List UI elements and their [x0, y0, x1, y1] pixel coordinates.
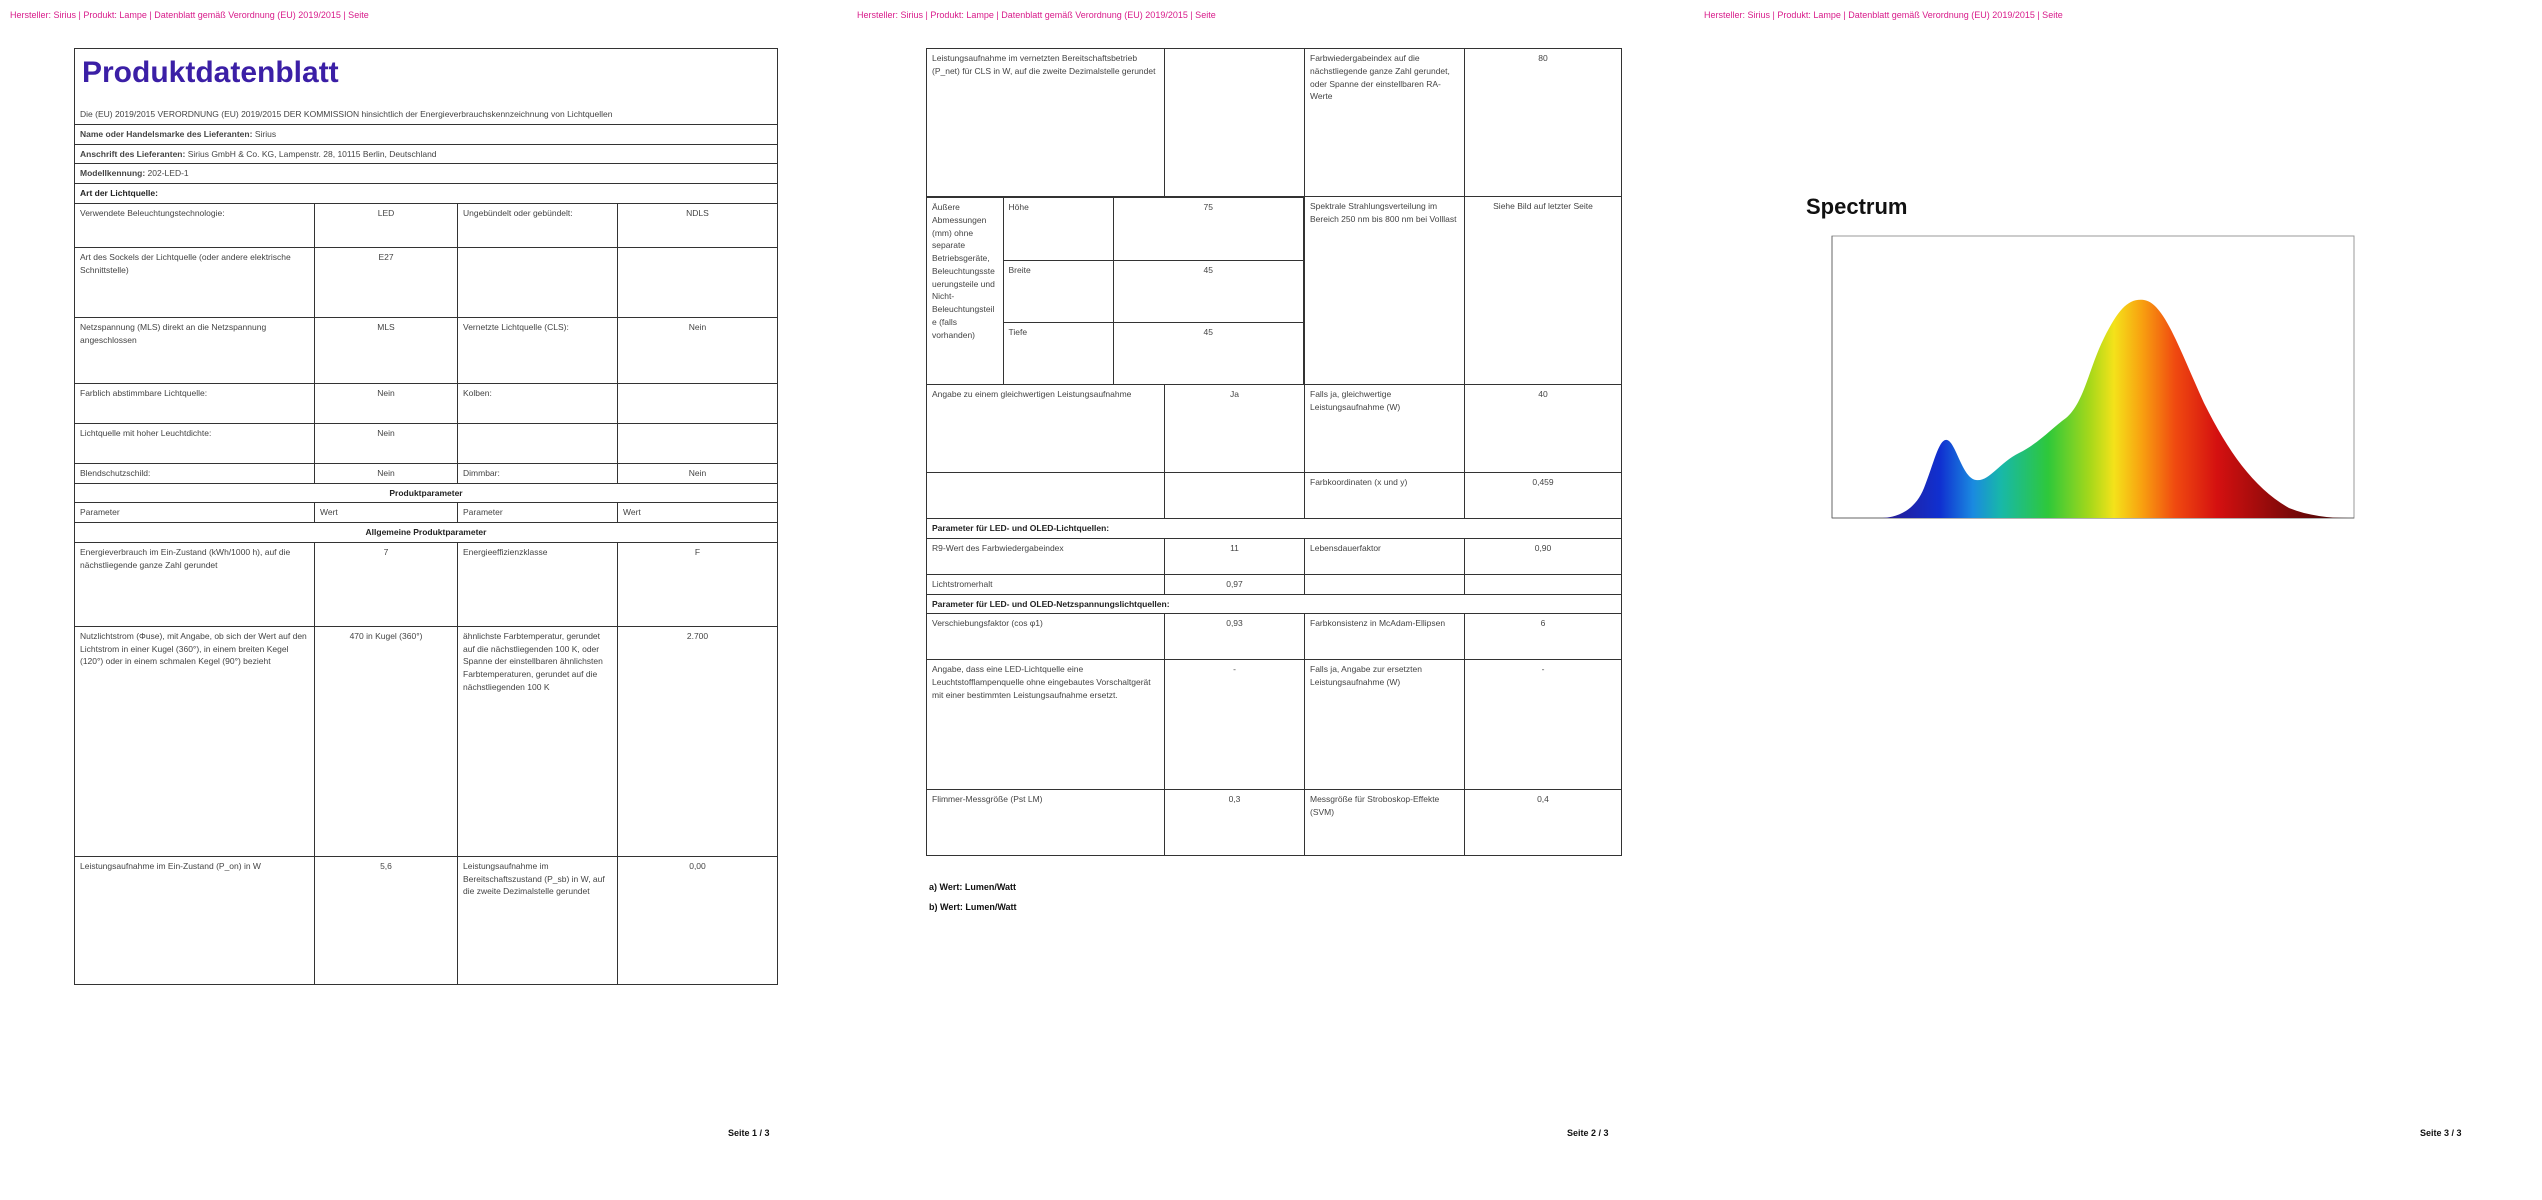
- param-label: R9-Wert des Farbwiedergabeindex: [927, 538, 1165, 574]
- supplier-value: Sirius: [254, 128, 277, 139]
- column-header: Wert: [618, 503, 778, 523]
- param-value: 0,4: [1465, 790, 1622, 856]
- param-label: Farbwiedergabeindex auf die nächstliegende ganze Zahl gerundet, oder Spanne der einstellbaren RA-Werte: [1305, 49, 1465, 197]
- table-row: [75, 542, 778, 626]
- param-label: Energieverbrauch im Ein-Zustand (kWh/1000 h), auf die nächstliegende ganze Zahl gerundet: [75, 542, 315, 626]
- dimension-label: Breite: [1003, 260, 1113, 323]
- param-label: Flimmer-Messgröße (Pst LM): [927, 790, 1165, 856]
- param-label: Angabe zu einem gleichwertigen Leistungsaufnahme: [927, 385, 1165, 473]
- page-header: Hersteller: Sirius | Produkt: Lampe | Datenblatt gemäß Verordnung (EU) 2019/2015 | Seite: [857, 10, 1216, 20]
- page-number: Seite 3 / 3: [2420, 1128, 2462, 1138]
- param-label: Kolben:: [458, 383, 618, 423]
- table-row: [927, 660, 1622, 790]
- param-label: Ungebündelt oder gebündelt:: [458, 203, 618, 247]
- param-label: [458, 423, 618, 463]
- general-params-heading: Allgemeine Produktparameter: [75, 523, 778, 543]
- param-label: Vernetzte Lichtquelle (CLS):: [458, 317, 618, 383]
- column-header: Parameter: [75, 503, 315, 523]
- param-label: Farbkonsistenz in McAdam-Ellipsen: [1305, 614, 1465, 660]
- product-data-table: [74, 48, 778, 985]
- intro-text: Die (EU) 2019/2015 VERORDNUNG (EU) 2019/2015 DER KOMMISSION hinsichtlich der Energieverbrauchskennzeichnung von Lichtquellen: [75, 105, 778, 124]
- footnote: a) Wert: Lumen/Watt: [929, 882, 1016, 892]
- table-row: [927, 473, 1622, 519]
- spectrum-chart: [1804, 228, 2366, 548]
- param-label: Leistungsaufnahme im Bereitschaftszustand (P_sb) in W, auf die zweite Dezimalstelle gerundet: [458, 856, 618, 984]
- param-value: Nein: [315, 463, 458, 483]
- table-row: [927, 49, 1622, 197]
- param-value: E27: [315, 247, 458, 317]
- param-label: Farbkoordinaten (x und y): [1305, 473, 1465, 519]
- param-value: 0,93: [1165, 614, 1305, 660]
- address-row: [75, 144, 778, 164]
- supplier-label: Name oder Handelsmarke des Lieferanten:: [80, 128, 253, 139]
- address-value: Sirius GmbH & Co. KG, Lampenstr. 28, 10115 Berlin, Deutschland: [187, 148, 437, 159]
- table-row: [75, 317, 778, 383]
- document-page-3: [1694, 0, 2541, 1200]
- supplier-row: [75, 124, 778, 144]
- param-value: 40: [1465, 385, 1622, 473]
- param-label: [458, 247, 618, 317]
- table-row: [75, 423, 778, 463]
- table-row: [927, 385, 1622, 473]
- param-value: LED: [315, 203, 458, 247]
- param-value: NDLS: [618, 203, 778, 247]
- param-value: 2.700: [618, 626, 778, 856]
- param-label: Energieeffizienzklasse: [458, 542, 618, 626]
- param-value: 11: [1165, 538, 1305, 574]
- outer-dimensions-label: Äußere Abmessungen (mm) ohne separate Betriebsgeräte, Beleuchtungssteuerungsteile und Nicht-Beleuchtungsteile (falls vorhanden): [927, 198, 1003, 385]
- param-label: Art des Sockels der Lichtquelle (oder andere elektrische Schnittstelle): [75, 247, 315, 317]
- dimension-value: 45: [1113, 323, 1304, 384]
- dimension-label: Tiefe: [1003, 323, 1113, 384]
- param-value: [1165, 49, 1305, 197]
- param-value: F: [618, 542, 778, 626]
- param-label: Verschiebungsfaktor (cos φ1): [927, 614, 1165, 660]
- param-value: MLS: [315, 317, 458, 383]
- page-header: Hersteller: Sirius | Produkt: Lampe | Datenblatt gemäß Verordnung (EU) 2019/2015 | Seite: [10, 10, 369, 20]
- led-params-heading: Parameter für LED- und OLED-Lichtquellen:: [927, 519, 1622, 539]
- spectrum-title: Spectrum: [1806, 194, 1908, 219]
- table-row: [75, 247, 778, 317]
- param-label: Netzspannung (MLS) direkt an die Netzspannung angeschlossen: [75, 317, 315, 383]
- address-label: Anschrift des Lieferanten:: [80, 148, 186, 159]
- param-value: Nein: [618, 463, 778, 483]
- page-number: Seite 1 / 3: [728, 1128, 770, 1138]
- param-value: Ja: [1165, 385, 1305, 473]
- param-label: Messgröße für Stroboskop-Effekte (SVM): [1305, 790, 1465, 856]
- param-label: Falls ja, Angabe zur ersetzten Leistungsaufnahme (W): [1305, 660, 1465, 790]
- param-value: [618, 247, 778, 317]
- param-value: [618, 383, 778, 423]
- model-row: [75, 164, 778, 184]
- param-value: [618, 423, 778, 463]
- param-value: 0,90: [1465, 538, 1622, 574]
- table-row: [75, 383, 778, 423]
- param-value: -: [1165, 660, 1305, 790]
- param-value: 0,3: [1165, 790, 1305, 856]
- table-row: [927, 574, 1622, 594]
- table-row: [75, 203, 778, 247]
- column-header: Wert: [315, 503, 458, 523]
- table-row: [927, 197, 1622, 385]
- param-label: Lebensdauerfaktor: [1305, 538, 1465, 574]
- param-label: [1305, 574, 1465, 594]
- dimension-value: 75: [1113, 198, 1304, 261]
- param-label: Leistungsaufnahme im vernetzten Bereitschaftsbetrieb (P_net) für CLS in W, auf die zweite Dezimalstelle gerundet: [927, 49, 1165, 197]
- table-row: [927, 614, 1622, 660]
- param-value: -: [1465, 660, 1622, 790]
- param-value: Siehe Bild auf letzter Seite: [1465, 197, 1622, 385]
- light-source-type-heading: Art der Lichtquelle:: [75, 184, 778, 204]
- dimension-value: 45: [1113, 260, 1304, 323]
- dimensions-cell: [927, 197, 1305, 385]
- param-value: 0,97: [1165, 574, 1305, 594]
- param-label: Farblich abstimmbare Lichtquelle:: [75, 383, 315, 423]
- param-label: Spektrale Strahlungsverteilung im Bereich 250 nm bis 800 nm bei Volllast: [1305, 197, 1465, 385]
- dimensions-subtable: [927, 197, 1304, 384]
- param-label: Lichtquelle mit hoher Leuchtdichte:: [75, 423, 315, 463]
- param-label: ähnlichste Farbtemperatur, gerundet auf die nächstliegenden 100 K, oder Spanne der einstellbaren ähnlichsten Farbtemperaturen, gerundet auf die nächstliegenden 100 K: [458, 626, 618, 856]
- param-value: 80: [1465, 49, 1622, 197]
- param-value: 7: [315, 542, 458, 626]
- model-label: Modellkennung:: [80, 168, 146, 179]
- param-label: Verwendete Beleuchtungstechnologie:: [75, 203, 315, 247]
- column-header: Parameter: [458, 503, 618, 523]
- param-value: Nein: [315, 423, 458, 463]
- document-page-2: [847, 0, 1694, 1200]
- table-row: [75, 626, 778, 856]
- param-value: Nein: [618, 317, 778, 383]
- table-row: [927, 538, 1622, 574]
- product-params-heading: Produktparameter: [75, 483, 778, 503]
- page-header: Hersteller: Sirius | Produkt: Lampe | Datenblatt gemäß Verordnung (EU) 2019/2015 | Seite: [1704, 10, 2063, 20]
- param-label: Leistungsaufnahme im Ein-Zustand (P_on) in W: [75, 856, 315, 984]
- page-number: Seite 2 / 3: [1567, 1128, 1609, 1138]
- param-value: 6: [1465, 614, 1622, 660]
- param-value: 470 in Kugel (360°): [315, 626, 458, 856]
- param-value: Nein: [315, 383, 458, 423]
- product-data-table-continued: [926, 48, 1622, 856]
- param-value: 5,6: [315, 856, 458, 984]
- dimension-label: Höhe: [1003, 198, 1113, 261]
- document-page-1: [0, 0, 847, 1200]
- param-value: 0,00: [618, 856, 778, 984]
- param-label: Lichtstromerhalt: [927, 574, 1165, 594]
- param-header-row: [75, 503, 778, 523]
- param-label: Falls ja, gleichwertige Leistungsaufnahme (W): [1305, 385, 1465, 473]
- param-label: Blendschutzschild:: [75, 463, 315, 483]
- document-title: Produktdatenblatt: [82, 56, 339, 89]
- param-label: Angabe, dass eine LED-Lichtquelle eine Leuchtstofflampenquelle ohne eingebautes Vorschaltgerät mit einer bestimmten Leistungsaufnahme ersetzt.: [927, 660, 1165, 790]
- table-row: [927, 790, 1622, 856]
- param-label: Nutzlichtstrom (Φuse), mit Angabe, ob sich der Wert auf den Lichtstrom in einer Kugel (360°), in einem breiten Kegel (120°) oder in einem schmalen Kegel (90°) bezieht: [75, 626, 315, 856]
- table-row: [75, 463, 778, 483]
- param-value: 0,459: [1465, 473, 1622, 519]
- mains-params-heading: Parameter für LED- und OLED-Netzspannungslichtquellen:: [927, 594, 1622, 614]
- model-value: 202-LED-1: [147, 168, 189, 179]
- footnote: b) Wert: Lumen/Watt: [929, 902, 1017, 912]
- param-value: [1465, 574, 1622, 594]
- table-row: [75, 856, 778, 984]
- param-label: Dimmbar:: [458, 463, 618, 483]
